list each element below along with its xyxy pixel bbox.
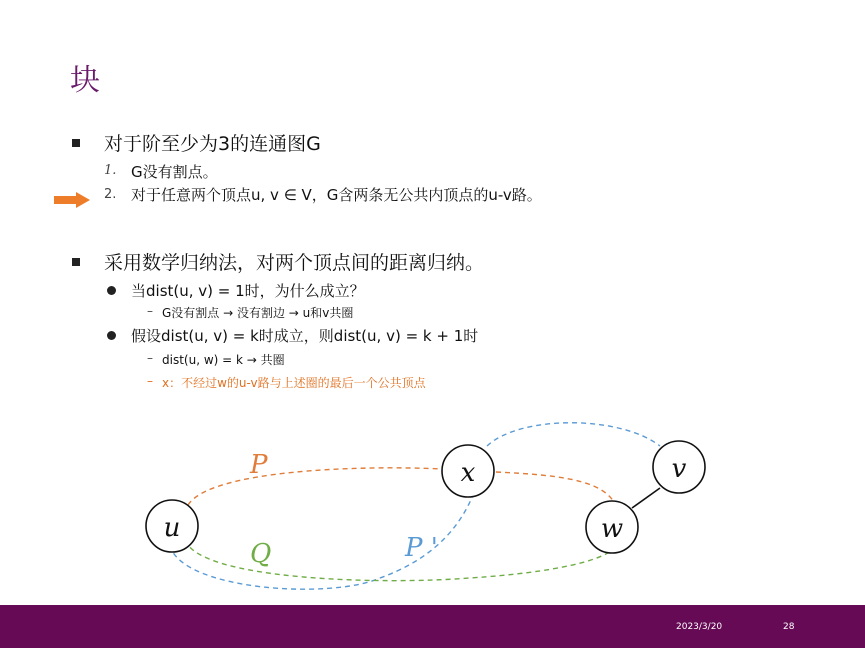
item-two-disjoint-paths: 对于任意两个顶点u, v ∈ V，G含两条无公共内顶点的u-v路。: [131, 186, 542, 204]
detail-cut-edge: G没有割点 → 没有割边 → u和v共圈: [162, 306, 354, 320]
detail-dist-uw: dist(u, w) = k → 共圈: [162, 353, 285, 367]
bullet-induction: 采用数学归纳法，对两个顶点间的距离归纳。: [104, 252, 485, 274]
item-number-2: 2.: [104, 187, 117, 202]
detail-vertex-x: x：不经过w的u-v路与上述圈的最后一个公共顶点: [162, 376, 426, 390]
node-u-label: u: [163, 513, 181, 543]
footer-page-number: 28: [783, 622, 795, 632]
dash-icon: –: [147, 351, 153, 365]
item-number-1: 1.: [104, 163, 117, 178]
slide-title: 块: [70, 63, 100, 98]
dash-icon: –: [147, 304, 153, 318]
path-label-p-prime: P ': [405, 533, 438, 563]
node-x-label: x: [460, 458, 476, 488]
path-label-p: P: [250, 450, 268, 480]
sub-induction-step: 假设dist(u, v) = k时成立，则dist(u, v) = k + 1时: [131, 327, 479, 345]
dash-icon: –: [147, 374, 153, 388]
footer-date: 2023/3/20: [676, 622, 723, 632]
path-label-q: Q: [250, 539, 272, 569]
sub-dist-one: 当dist(u, v) = 1时，为什么成立？: [131, 282, 365, 300]
footer-bar: [0, 605, 865, 648]
node-w-label: w: [600, 514, 624, 544]
item-no-cut-vertex: G没有割点。: [131, 163, 218, 181]
bullet-connected-graph: 对于阶至少为3的连通图G: [104, 133, 321, 155]
node-v-label: v: [671, 454, 687, 484]
